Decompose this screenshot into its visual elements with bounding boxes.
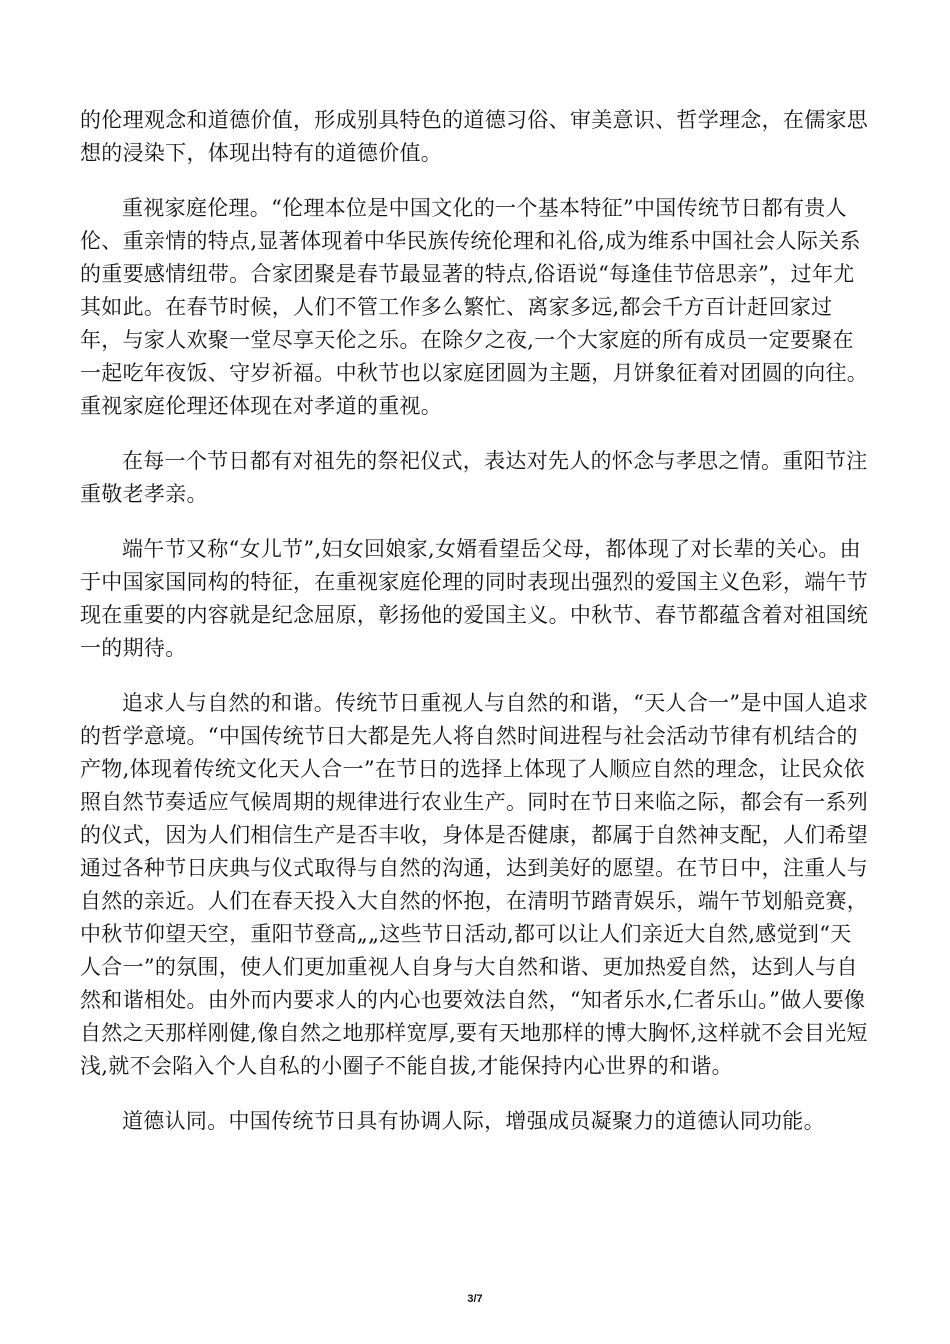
page-number: 3/7 — [467, 1293, 483, 1305]
paragraph-continuation: 的伦理观念和道德价值，形成别具特色的道德习俗、审美意识、哲学理念，在儒家思想的浸染下，体现出特有的道德价值。 — [80, 108, 869, 165]
paragraph-ancestor-rites: 在每一个节日都有对祖先的祭祀仪式，表达对先人的怀念与孝思之情。重阳节注重敬老孝亲。 — [80, 449, 868, 506]
paragraph-harmony-nature: 追求人与自然的和谐。传统节日重视人与自然的和谐，“天人合一”是中国人追求的哲学意境。“中国传统节日大都是先人将自然时间进程与社会活动节律有机结合的产物,体现着传统文化天人合一”在节日的选择上体现了人顺应自然的理念，让民众依照自然节奏适应气候周期的规律进行农业生产。同时在节日来临之际，都会有一系列的仪式，因为人们相信生产是否丰收，身体是否健康，都属于自然神支配，人们希望通过各种节日庆典与仪式取得与自然的沟通，达到美好的愿望。在节日中，注重人与自然的亲近。人们在春天投入大自然的怀抱，在清明节踏青娱乐，端午节划船竞赛，中秋节仰望天空，重阳节登高„„这些节日活动,都可以让人们亲近大自然,感觉到“天人合一”的氛围，使人们更加重视人自身与大自然和谐、更加热爱自然，达到人与自然和谐相处。由外而内要求人的内心也要效法自然，“知者乐水,仁者乐山。”做人要像自然之天那样刚健,像自然之地那样宽厚,要有天地那样的博大胸怀,这样就不会目光短浅,就不会陷入个人自私的小圈子不能自拔,才能保持内心世界的和谐。 — [80, 691, 869, 1078]
paragraph-dragon-boat: 端午节又称“女儿节”,妇女回娘家,女婿看望岳父母，都体现了对长辈的关心。由于中国家国同构的特征，在重视家庭伦理的同时表现出强烈的爱国主义色彩，端午节现在重要的内容就是纪念屈原，彰扬他的爱国主义。中秋节、春节都蕴含着对祖国统一的期待。 — [80, 537, 869, 660]
paragraph-family-ethics: 重视家庭伦理。“伦理本位是中国文化的一个基本特征”中国传统节日都有贵人伦、重亲情的特点,显著体现着中华民族传统伦理和礼俗,成为维系中国社会人际关系的重要感情纽带。合家团聚是春节最显著的特点,俗语说“每逢佳节倍思亲”，过年尤其如此。在春节时候，人们不管工作多么繁忙、离家多远,都会千方百计赶回家过年，与家人欢聚一堂尽享天伦之乐。在除夕之夜,一个大家庭的所有成员一定要聚在一起吃年夜饭、守岁祈福。中秋节也以家庭团圆为主题，月饼象征着对团圆的向往。重视家庭伦理还体现在对孝道的重视。 — [80, 196, 869, 418]
paragraph-moral-identity: 道德认同。中国传统节日具有协调人际，增强成员凝聚力的道德认同功能。 — [122, 1109, 825, 1133]
